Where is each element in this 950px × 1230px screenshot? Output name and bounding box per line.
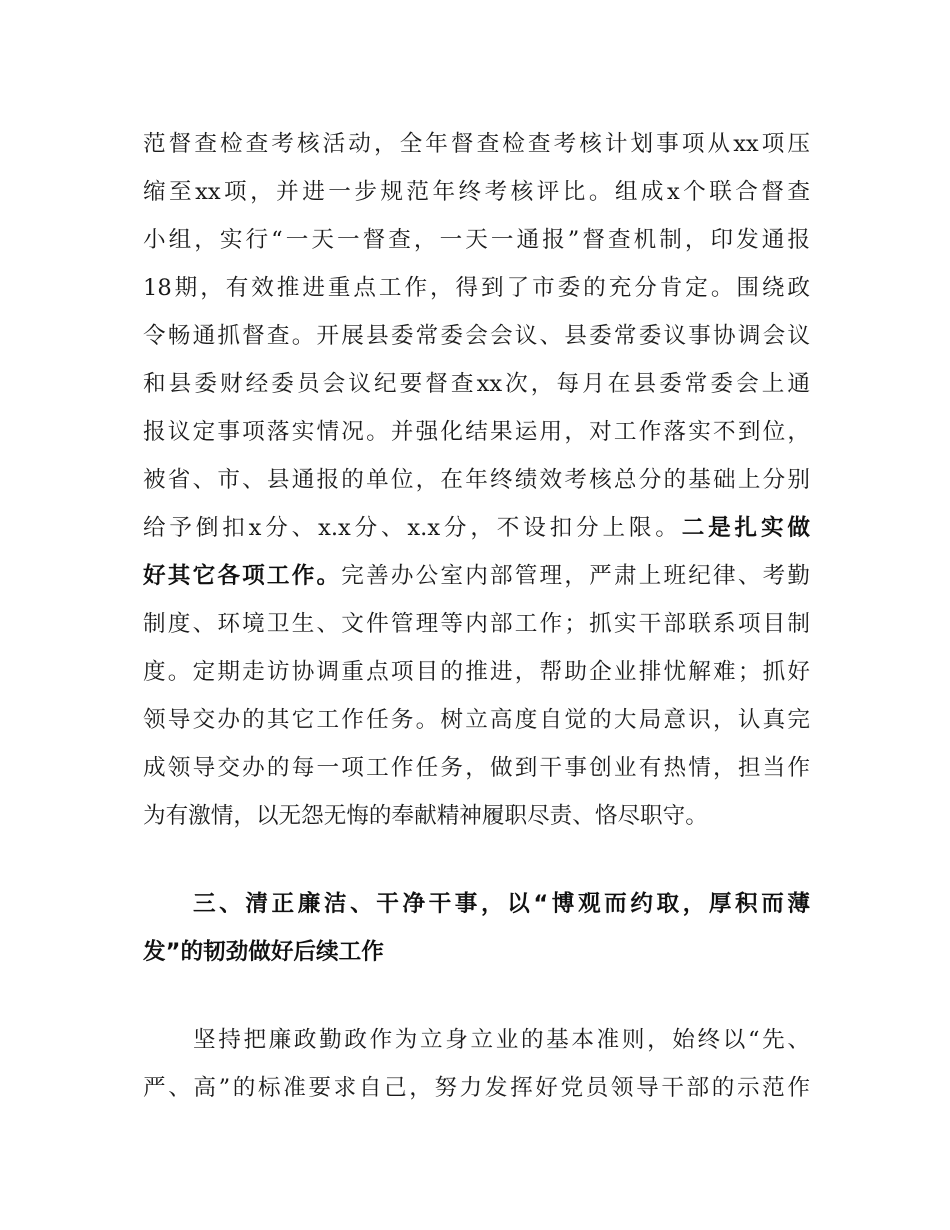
body-text-segment: 完善办公室内部管理，严肃上班纪律、考勤 <box>341 563 811 589</box>
body-text-line: 制度、环境卫生、文件管理等内部工作；抓实干部联系项目制 <box>143 611 810 637</box>
body-text-line: 范督查检查考核活动，全年督查检查考核计划事项从xx项压 <box>143 131 810 157</box>
body-text-line <box>143 556 810 596</box>
body-text-line: 被省、市、县通报的单位，在年终绩效考核总分的基础上分别 <box>143 467 810 493</box>
body-text-line: 为有激情，以无怨无悔的奉献精神履职尽责、恪尽职守。 <box>143 803 708 829</box>
body-text-segment: 给予倒扣x分、x.x分、x.x分，不设扣分上限。 <box>143 515 682 541</box>
section-heading: 三、清正廉洁、干净干事，以“博观而约取，厚积而薄 <box>193 891 810 917</box>
body-text-line: 18期，有效推进重点工作，得到了市委的充分肯定。围绕政 <box>143 275 810 301</box>
body-text-line: 缩至xx项，并进一步规范年终考核评比。组成x个联合督查 <box>143 179 810 205</box>
body-text-line: 度。定期走访协调重点项目的推进，帮助企业排忧解难；抓好 <box>143 659 810 685</box>
section-heading: 发”的韧劲做好后续工作 <box>143 939 384 965</box>
body-text-line: 成领导交办的每一项工作任务，做到干事创业有热情，担当作 <box>143 755 810 781</box>
body-text-line <box>143 508 810 548</box>
body-text-line: 小组，实行“一天一督查，一天一通报”督查机制，印发通报 <box>143 227 810 253</box>
body-text-line: 领导交办的其它工作任务。树立高度自觉的大局意识，认真完 <box>143 707 810 733</box>
body-text-line: 报议定事项落实情况。并强化结果运用，对工作落实不到位， <box>143 419 810 445</box>
body-text-line: 令畅通抓督查。开展县委常委会会议、县委常委议事协调会议 <box>143 323 810 349</box>
bold-subheading-text: 二是扎实做 <box>681 515 810 541</box>
bold-subheading-text: 好其它各项工作。 <box>143 563 342 589</box>
body-text-line: 和县委财经委员会议纪要督查xx次，每月在县委常委会上通 <box>143 371 810 397</box>
body-text-line: 坚持把廉政勤政作为立身立业的基本准则，始终以“先、 <box>193 1027 810 1053</box>
body-text-line: 严、高”的标准要求自己，努力发挥好党员领导干部的示范作 <box>143 1075 810 1101</box>
